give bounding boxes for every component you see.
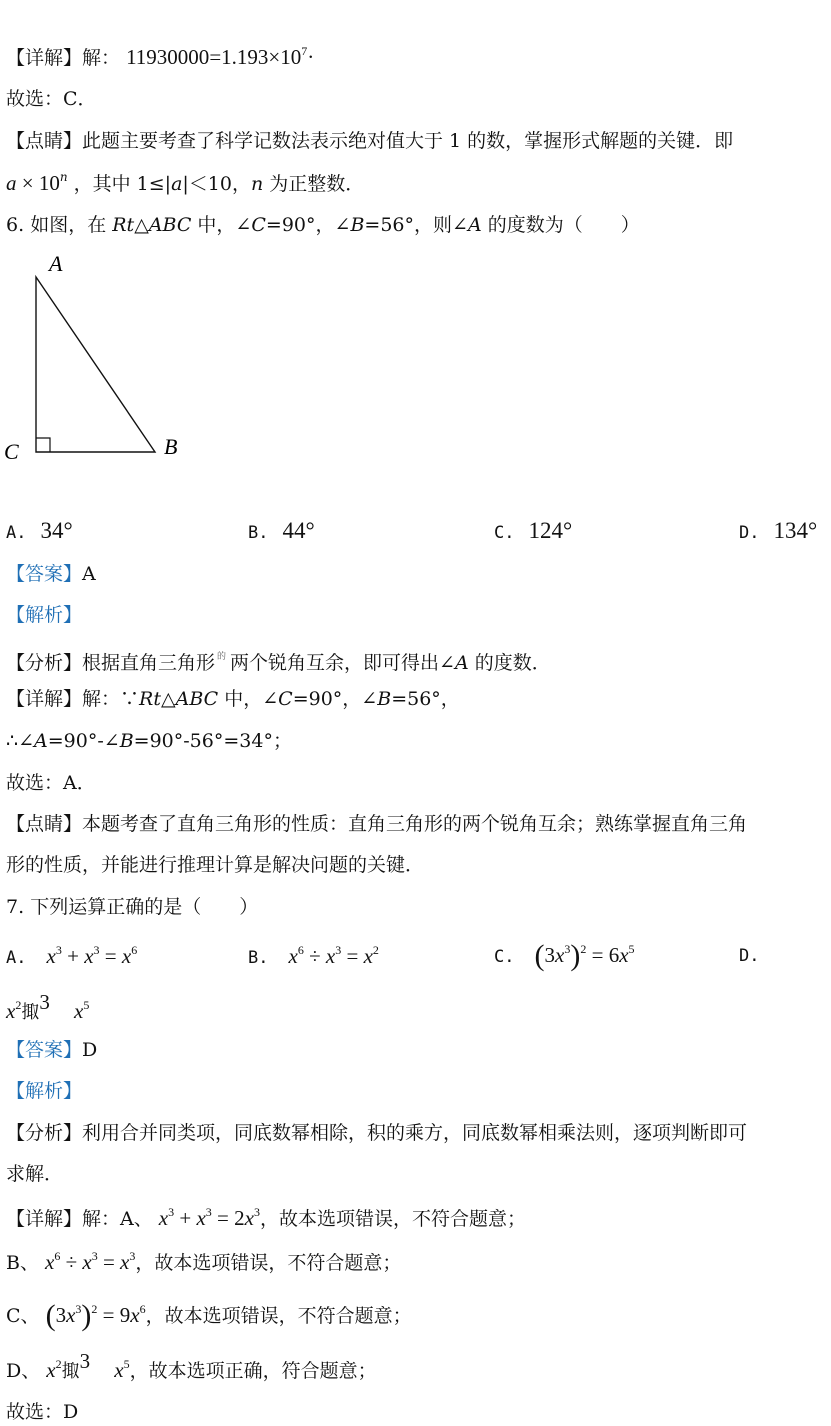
equation-exponent: 7 <box>301 44 308 58</box>
detail-formula: $x^2$ <box>46 1357 62 1382</box>
answer-tag: 【答案】 <box>6 563 83 585</box>
q7-detail-c <box>6 1299 412 1332</box>
q6-choice: 故选：A． <box>6 772 96 794</box>
stem-text: 下列运算正确的是（ ） <box>30 896 259 918</box>
stem-var-b: B <box>350 214 365 236</box>
triangle-symbol: △ <box>160 688 176 710</box>
stem-abc: ABC <box>148 214 192 236</box>
q6-analysis-tag: 【解析】 <box>6 604 83 626</box>
exponent-n: n <box>59 170 68 184</box>
option-label: B. <box>248 948 269 968</box>
equation-lhs: 11930000 <box>126 45 210 69</box>
detail-var-b: B <box>377 688 392 710</box>
question-number: 6. <box>6 214 25 236</box>
q6-answer <box>6 561 96 587</box>
q7-stem <box>6 894 258 920</box>
equation-eq: = <box>209 45 222 69</box>
option-formula: $x^3 + x^3 = x^6$ <box>46 943 138 968</box>
detail-text: =56°， <box>391 688 460 710</box>
fenxi-text: 的度数． <box>468 652 551 674</box>
q7-option-b <box>248 944 379 969</box>
q6-option-d <box>739 518 817 544</box>
q7-option-c <box>494 939 635 973</box>
garbled-char: 掫 <box>61 1361 80 1382</box>
var-a: a <box>6 171 17 195</box>
triangle-figure <box>0 245 200 475</box>
question-number: 7. <box>6 896 25 918</box>
q6-comment-line1 <box>6 811 747 837</box>
q7-answer <box>6 1037 97 1063</box>
detail-tail: ，故本选项错误，不符合题意； <box>145 1305 412 1327</box>
comment-text: 本题考查了直角三角形的性质：直角三角形的两个锐角互余；熟练掌握直角三角 <box>82 813 748 835</box>
stem-text: 如图，在 <box>30 214 113 236</box>
q5-equation <box>126 45 314 69</box>
detail-tail: ，故本选项错误，不符合题意； <box>259 1208 526 1230</box>
equation-mantissa: 1.193 <box>221 45 269 69</box>
q5-comment-line2 <box>6 170 364 197</box>
option-label: A. <box>6 948 27 968</box>
option-value: 34° <box>40 518 73 543</box>
detail-formula: $x^3 + x^3 = 2x^3$ <box>158 1205 260 1230</box>
comment-text: 此题主要考查了科学记数法表示绝对值大于 1 的数，掌握形式解题的关键．即 <box>82 130 734 152</box>
stem-text: 的度数为（ ） <box>481 214 640 236</box>
detail-text: 解：∵ <box>82 688 140 710</box>
q6-therefore <box>6 728 292 754</box>
therefore-text: =90°-56°=34°； <box>133 730 292 752</box>
option-formula: $x^6 \div x^3 = x^2$ <box>288 943 379 968</box>
stem-var-c: C <box>251 214 266 236</box>
q7-detail-b <box>6 1249 401 1276</box>
detail-abc: ABC <box>175 688 219 710</box>
fenxi-text: 利用合并同类项，同底数幂相除，积的乘方，同底数幂相乘法则，逐项判断即可 <box>82 1122 748 1144</box>
vertex-label-c: C <box>4 439 19 464</box>
fenxi-small-char: 的 <box>217 652 227 662</box>
fenxi-var-a: A <box>454 652 469 674</box>
option-value: 124° <box>528 518 573 543</box>
comment-tag: 【点睛】 <box>6 130 83 152</box>
option-label: A. <box>6 523 27 543</box>
detail-prefix: C、 <box>6 1305 40 1327</box>
fenxi-text: 根据直角三角形 <box>82 652 216 674</box>
option-label: D. <box>739 946 760 966</box>
q7-option-a <box>6 944 137 969</box>
detail-rt: Rt <box>139 688 161 710</box>
stem-rt: Rt <box>112 214 135 236</box>
detail-prefix: D、 <box>6 1360 41 1382</box>
stem-text: 中，∠ <box>191 214 252 236</box>
q5-detail-line <box>6 44 314 71</box>
vertex-label-b: B <box>164 434 178 459</box>
detail-text: 中，∠ <box>218 688 279 710</box>
q6-comment-line2: 形的性质，并能进行推理计算是解决问题的关键． <box>6 854 425 876</box>
triangle-symbol: △ <box>134 214 149 236</box>
option-value: 134° <box>773 518 818 543</box>
detail-formula: $(3x^3)^2 = 9x^6$ <box>45 1299 146 1332</box>
answer-value: A <box>82 563 96 585</box>
q7-fenxi-line2: 求解． <box>6 1163 64 1185</box>
q7-option-d-formula: $x^2$掫$^3$ $x^5$ <box>6 990 90 1023</box>
var-a2: a <box>171 173 183 195</box>
q7-fenxi-line1 <box>6 1120 747 1146</box>
answer-value: D <box>82 1039 98 1061</box>
q6-option-c <box>494 518 572 544</box>
fenxi-tag: 【分析】 <box>6 652 83 674</box>
detail-formula: $x^6 \div x^3 = x^3$ <box>45 1249 136 1274</box>
q7-analysis-tag: 【解析】 <box>6 1080 83 1102</box>
option-label: B. <box>248 523 269 543</box>
detail-tail: ，故本选项错误，不符合题意； <box>135 1252 402 1274</box>
var-n: n <box>251 173 264 195</box>
detail-tag: 【详解】 <box>6 688 83 710</box>
q7-detail-a <box>6 1205 526 1232</box>
stem-var-a: A <box>467 214 482 236</box>
detail-var-c: C <box>278 688 293 710</box>
detail-text: =90°，∠ <box>292 688 378 710</box>
detail-tag: 【详解】 <box>6 1208 83 1230</box>
times-ten: × 10 <box>16 171 60 195</box>
q6-option-b <box>248 518 315 544</box>
detail-prefix: B、 <box>6 1252 39 1274</box>
option-label: C. <box>494 523 515 543</box>
comment-mid: ，其中 1≤| <box>73 173 172 195</box>
q6-stem <box>6 212 640 238</box>
q6-detail <box>6 686 460 712</box>
therefore-var-b: B <box>119 730 134 752</box>
q7-option-d <box>739 944 773 966</box>
comment-tag: 【点睛】 <box>6 813 83 835</box>
q7-choice: 故选：D <box>6 1401 79 1423</box>
stem-text: =90°，∠ <box>265 214 351 236</box>
fenxi-tag: 【分析】 <box>6 1122 83 1144</box>
option-formula: $(3x^3)^2 = 6x^5$ <box>534 939 635 972</box>
therefore-text: =90°-∠ <box>47 730 120 752</box>
option-label: D. <box>739 523 760 543</box>
q5-comment-line1 <box>6 128 733 154</box>
stem-text: =56°，则∠ <box>364 214 468 236</box>
therefore-text: ∴∠ <box>6 730 35 752</box>
option-value: 44° <box>282 518 315 543</box>
detail-tail: ，故本选项正确，符合题意； <box>129 1360 377 1382</box>
answer-tag: 【答案】 <box>6 1039 83 1061</box>
q7-detail-d: D、 $x^2$掫$^3$ $x^5$，故本选项正确，符合题意； <box>6 1349 377 1382</box>
option-label: C. <box>494 947 515 967</box>
detail-tag: 【详解】 <box>6 47 83 69</box>
equation-base: 10 <box>280 45 302 69</box>
comment-mid2: |＜10， <box>182 173 251 195</box>
equation-times: × <box>268 45 281 69</box>
fenxi-text: 两个锐角互余，即可得出∠ <box>230 652 455 674</box>
detail-prefix: 解： <box>82 47 121 69</box>
equation-end: · <box>307 45 315 69</box>
vertex-label-a: A <box>49 251 63 276</box>
q6-fenxi <box>6 644 551 676</box>
garbled-char: 掫 <box>21 1002 40 1023</box>
q6-option-a <box>6 518 73 544</box>
q5-choice: 故选：C． <box>6 88 97 110</box>
comment-end: 为正整数． <box>263 173 365 195</box>
therefore-var-a: A <box>34 730 48 752</box>
detail-prefix: 解：A、 <box>82 1208 153 1230</box>
